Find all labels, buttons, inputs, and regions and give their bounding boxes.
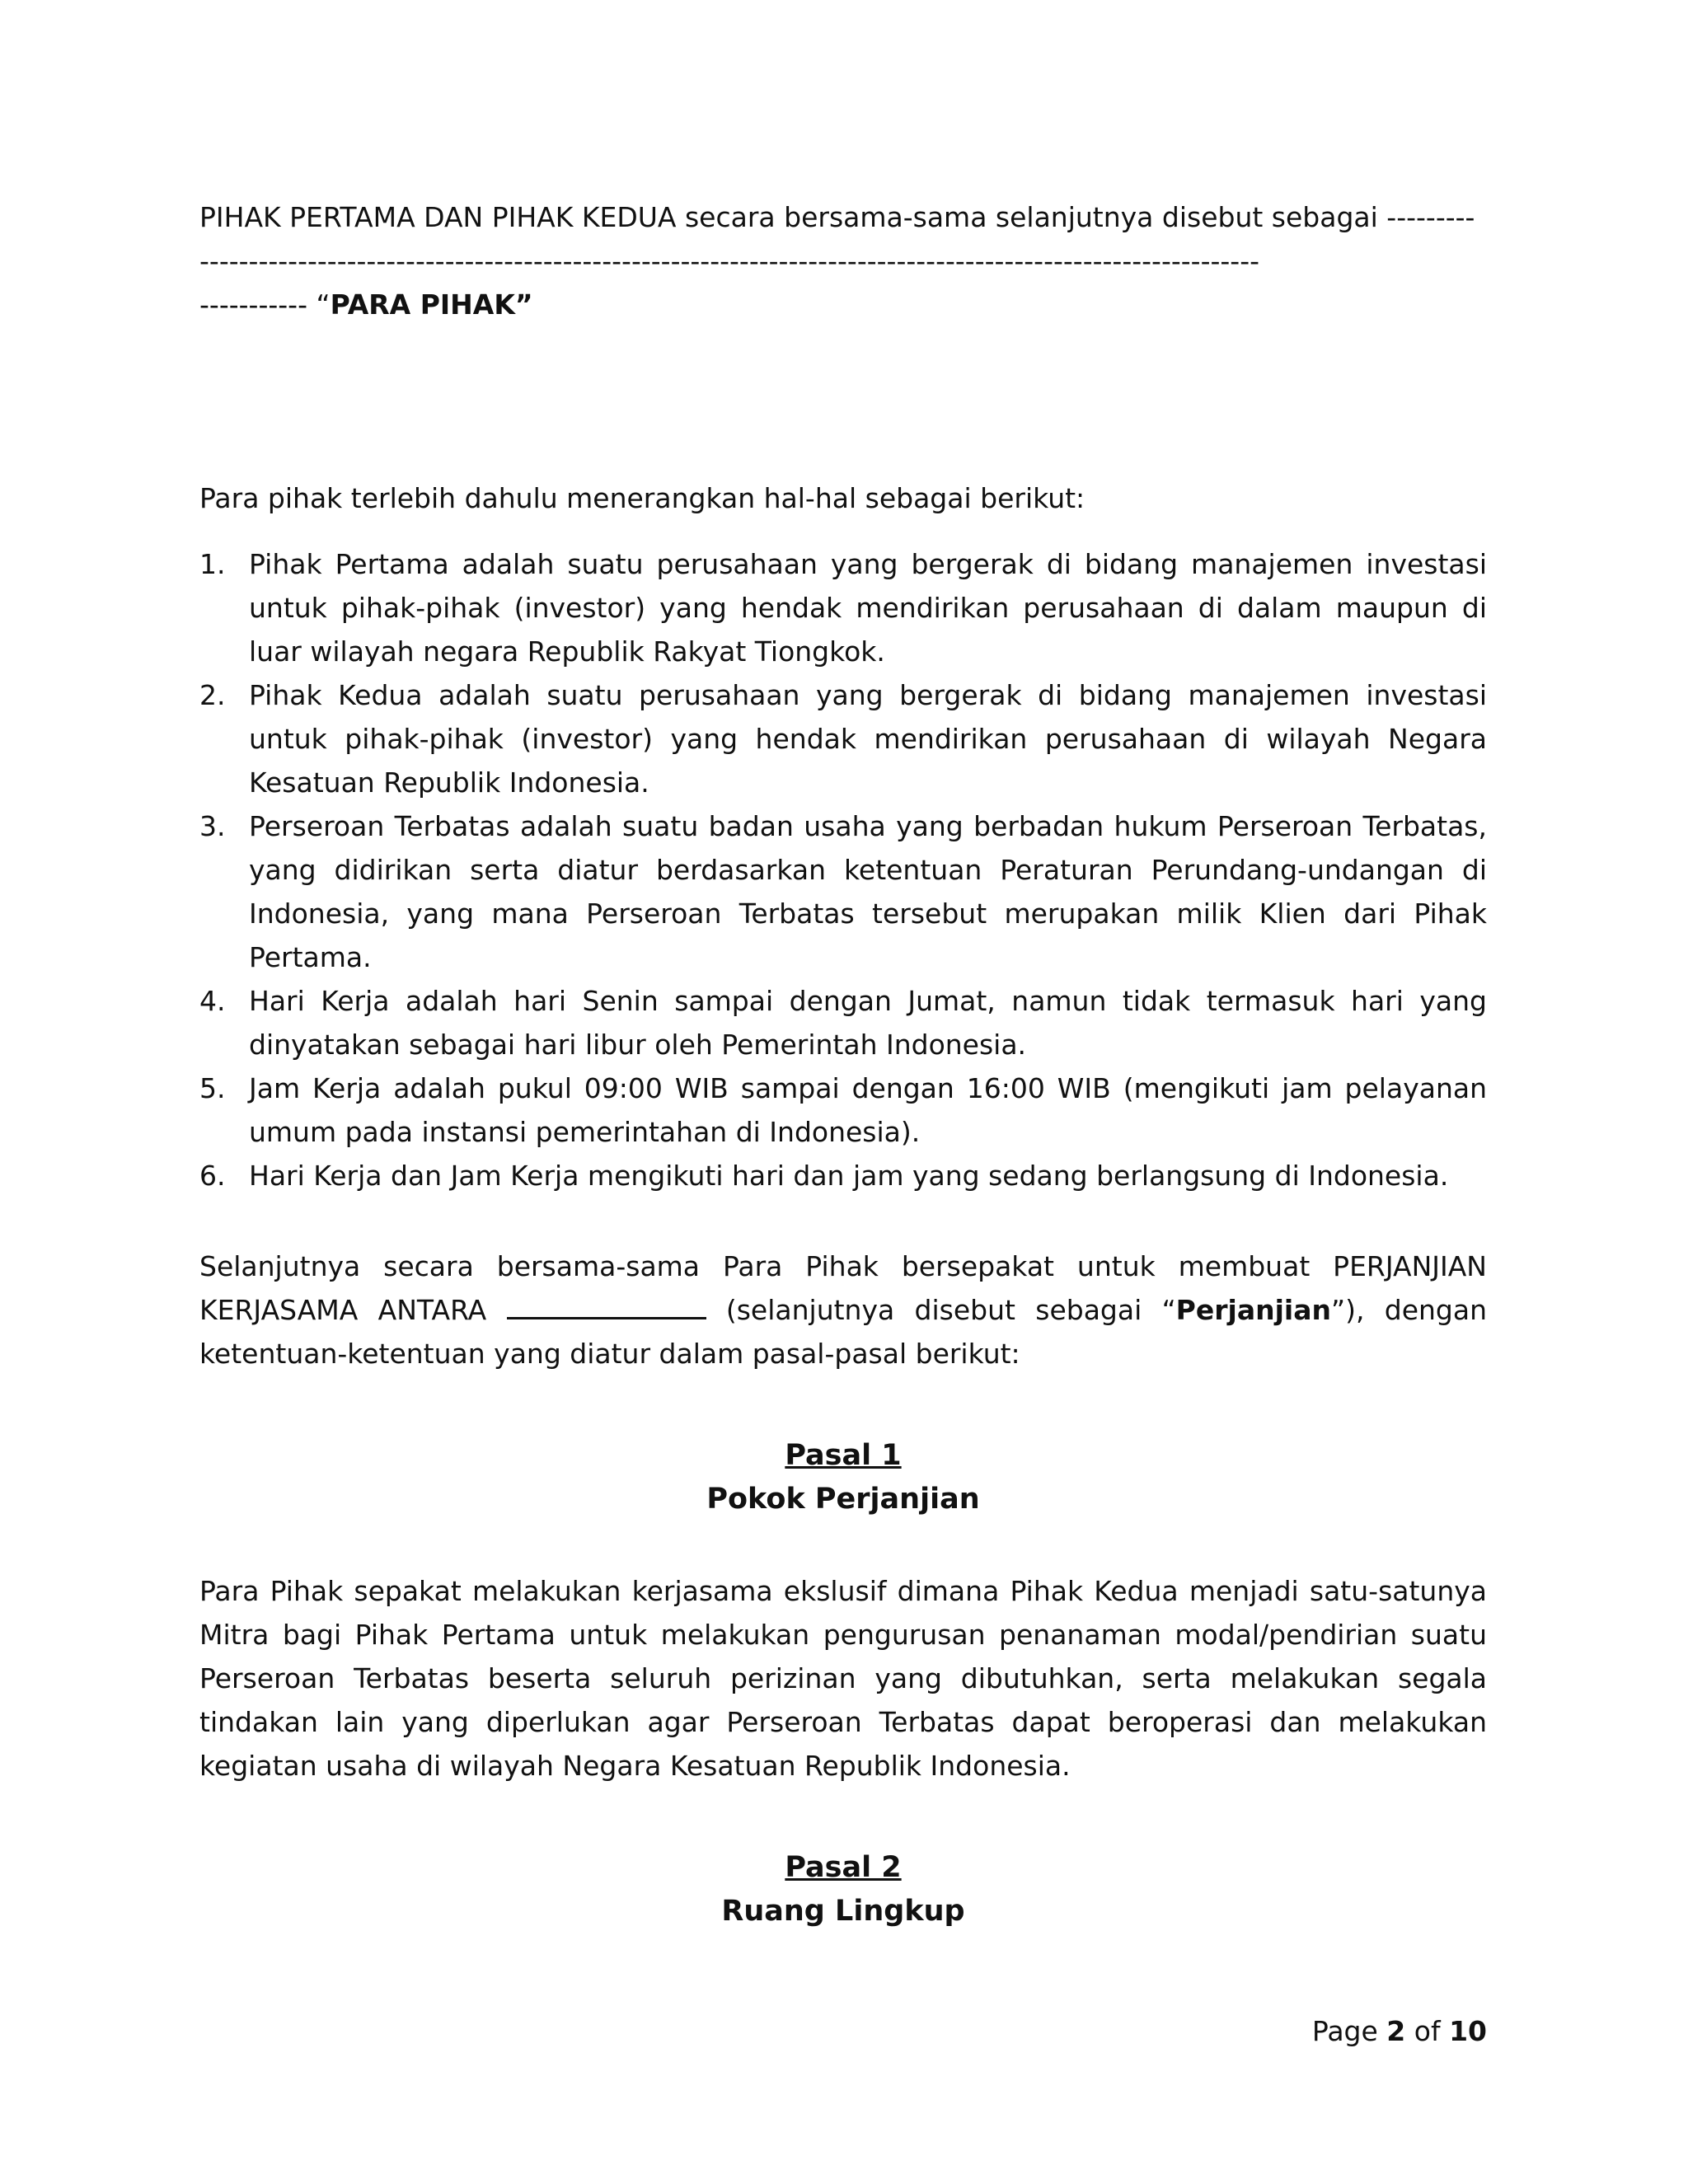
- opening-paragraph: [199, 195, 1487, 326]
- list-text: Hari Kerja dan Jam Kerja mengikuti hari dan jam yang sedang berlangsung di Indonesia.: [249, 1160, 1449, 1192]
- agreement-text-3: ”), dengan ketentuan-ketentuan yang diatur dalam pasal-pasal berikut:: [199, 1294, 1488, 1370]
- pasal-2-title: Ruang Lingkup: [721, 1895, 965, 1928]
- list-number: 6.: [199, 1160, 226, 1192]
- opening-line-3-prefix: ----------- “: [199, 288, 331, 321]
- page-prefix: Page: [1311, 2015, 1387, 2047]
- list-text: Pihak Kedua adalah suatu perusahaan yang bergerak di bidang manajemen investasi untuk pihak-pihak (investor) yang hendak mendirikan perusahaan di wilayah Negara Kesatuan Republik Indonesia.: [249, 679, 1487, 799]
- current-page: 2: [1386, 2015, 1406, 2047]
- list-item: [199, 979, 1487, 1066]
- opening-line-1: PIHAK PERTAMA DAN PIHAK KEDUA secara bersama-sama selanjutnya disebut sebagai ---------: [199, 201, 1475, 233]
- list-text: Jam Kerja adalah pukul 09:00 WIB sampai dengan 16:00 WIB (mengikuti jam pelayanan umum pada instansi pemerintahan di Indonesia).: [249, 1072, 1487, 1148]
- list-text: Pihak Pertama adalah suatu perusahaan yang bergerak di bidang manajemen investasi untuk pihak-pihak (investor) yang hendak mendirikan perusahaan di dalam maupun di luar wilayah negara Republik Rakyat Tiongkok.: [249, 548, 1487, 668]
- list-item: [199, 542, 1487, 673]
- page-of: of: [1405, 2015, 1450, 2047]
- opening-line-3: [199, 283, 1487, 326]
- para-pihak-label: PARA PIHAK”: [330, 288, 533, 321]
- intro-paragraph: Para pihak terlebih dahulu menerangkan hal-hal sebagai berikut:: [199, 482, 1085, 514]
- page-number-footer: [1312, 2009, 1487, 2053]
- pasal-1-heading: [199, 1434, 1487, 1521]
- pasal-2-number: Pasal 2: [785, 1851, 902, 1884]
- opening-line-2: ------------------------------------------------------------------------------------------------------------: [199, 245, 1260, 277]
- list-item: [199, 804, 1487, 979]
- list-item: [199, 1154, 1487, 1197]
- agreement-text-1: Selanjutnya secara bersama-sama Para Pihak bersepakat untuk membuat PERJANJIAN KERJASAMA ANTARA: [199, 1250, 1487, 1326]
- list-text: Perseroan Terbatas adalah suatu badan usaha yang berbadan hukum Perseroan Terbatas, yang didirikan serta diatur berdasarkan ketentuan Peraturan Perundang-undangan di Indonesia, yang mana Perseroan Terbatas tersebut merupakan milik Klien dari Pihak Pertama.: [249, 810, 1487, 973]
- list-number: 3.: [199, 810, 226, 842]
- list-number: 4.: [199, 985, 226, 1017]
- list-item: [199, 1066, 1487, 1154]
- pasal-2-heading: [199, 1846, 1487, 1933]
- list-number: 2.: [199, 679, 226, 711]
- blank-party-line: [507, 1297, 706, 1319]
- list-text: Hari Kerja adalah hari Senin sampai dengan Jumat, namun tidak termasuk hari yang dinyatakan sebagai hari libur oleh Pemerintah Indonesia.: [249, 985, 1487, 1061]
- pasal-1-number: Pasal 1: [785, 1439, 902, 1472]
- list-number: 1.: [199, 548, 226, 580]
- agreement-paragraph: [199, 1244, 1487, 1376]
- total-pages: 10: [1449, 2015, 1487, 2047]
- list-item: [199, 673, 1487, 804]
- perjanjian-label: Perjanjian: [1175, 1294, 1331, 1326]
- definitions-list: [199, 542, 1487, 1197]
- agreement-text-2: (selanjutnya disebut sebagai “: [706, 1294, 1176, 1326]
- pasal-1-title: Pokok Perjanjian: [706, 1483, 980, 1516]
- pasal-1-body: Para Pihak sepakat melakukan kerjasama ekslusif dimana Pihak Kedua menjadi satu-satunya Mitra bagi Pihak Pertama untuk melakukan pengurusan penanaman modal/pendirian suatu Perseroan Terbatas beserta seluruh perizinan yang dibutuhkan, serta melakukan segala tindakan lain yang diperlukan agar Perseroan Terbatas dapat beroperasi dan melakukan kegiatan usaha di wilayah Negara Kesatuan Republik Indonesia.: [199, 1575, 1487, 1782]
- list-number: 5.: [199, 1072, 226, 1104]
